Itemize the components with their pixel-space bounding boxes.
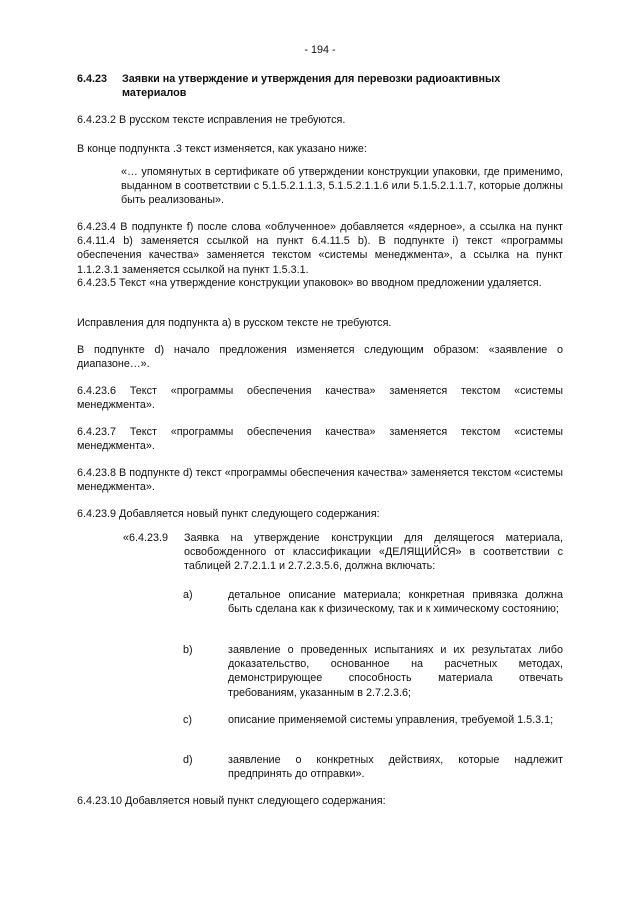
- new-clause-number: «6.4.23.9: [123, 532, 169, 544]
- paragraph: Исправления для подпункта а) в русском тексте не требуются.: [77, 317, 392, 329]
- paragraph: 6.4.23.8 В подпункте d) текст «программы обеспечения качества» заменяется текстом «системы менеджмента».: [77, 467, 563, 494]
- list-item: [183, 753, 563, 781]
- new-clause: [123, 531, 563, 574]
- section-number: 6.4.23: [77, 73, 108, 85]
- paragraph: 6.4.23.10 Добавляется новый пункт следующего содержания:: [77, 795, 386, 807]
- paragraph: 6.4.23.4 В подпункте f) после слова «облученное» добавляется «ядерное», а ссылка на пункт 6.4.11.4 b) заменяется ссылкой на пункт 6.4.11.5 b). В подпункте i) текст «программы обеспечения качества» заменяется текстом «системы менеджмента», а ссылка на пункт 1.1.2.3.1 заменяется ссылкой на пункт 1.5.3.1.: [77, 221, 563, 276]
- list-item: [183, 643, 563, 700]
- paragraph: В подпункте d) начало предложения изменяется следующим образом: «заявление о диапазоне…».: [77, 344, 563, 371]
- list-item: [183, 713, 563, 727]
- quoted-text: «… упомянутых в сертификате об утверждении конструкции упаковки, где применимо, выданном в соответствии с 5.1.5.2.1.1.3, 5.1.5.2.1.1.6 или 5.1.5.2.1.1.7, которые должны быть реализованы».: [121, 166, 563, 207]
- paragraph: В конце подпункта .3 текст изменяется, как указано ниже:: [77, 143, 367, 155]
- section-title: Заявки на утверждение и утверждения для перевозки радиоактивных материалов: [122, 73, 501, 100]
- list-item-text: заявление о конкретных действиях, которые надлежит предпринять до отправки».: [228, 754, 563, 781]
- paragraph: 6.4.23.5 Текст «на утверждение конструкции упаковок» во вводном предложении удаляется.: [77, 277, 542, 289]
- list-item-letter: c): [183, 714, 192, 726]
- section-heading: [77, 72, 567, 100]
- new-clause-text: Заявка на утверждение конструкции для делящегося материала, освобожденного от классификации «ДЕЛЯЩИЙСЯ» в соответствии с таблицей 2.7.2.1.1 и 2.7.2.3.5.6, должна включать:: [184, 532, 563, 573]
- list-item-letter: b): [183, 644, 193, 656]
- list-item: [183, 588, 563, 616]
- paragraph: 6.4.23.7 Текст «программы обеспечения качества» заменяется текстом «системы менеджмента».: [77, 426, 563, 453]
- paragraph: 6.4.23.9 Добавляется новый пункт следующего содержания:: [77, 508, 380, 520]
- list-item-letter: d): [183, 754, 193, 766]
- paragraph: 6.4.23.2 В русском тексте исправления не требуются.: [77, 114, 346, 126]
- page-number: - 194 -: [304, 44, 336, 56]
- paragraph: 6.4.23.6 Текст «программы обеспечения качества» заменяется текстом «системы менеджмента».: [77, 385, 563, 412]
- list-item-text: детальное описание материала; конкретная привязка должна быть сделана как к физическому, так и к химическому состоянию;: [228, 589, 563, 616]
- list-item-text: описание применяемой системы управления, требуемой 1.5.3.1;: [228, 714, 554, 726]
- list-item-text: заявление о проведенных испытаниях и их результатах либо доказательство, основанное на расчетных методах, демонстрирующее способность материала отвечать требованиям, указанным в 2.7.2.3.6;: [228, 644, 563, 699]
- list-item-letter: a): [183, 589, 193, 601]
